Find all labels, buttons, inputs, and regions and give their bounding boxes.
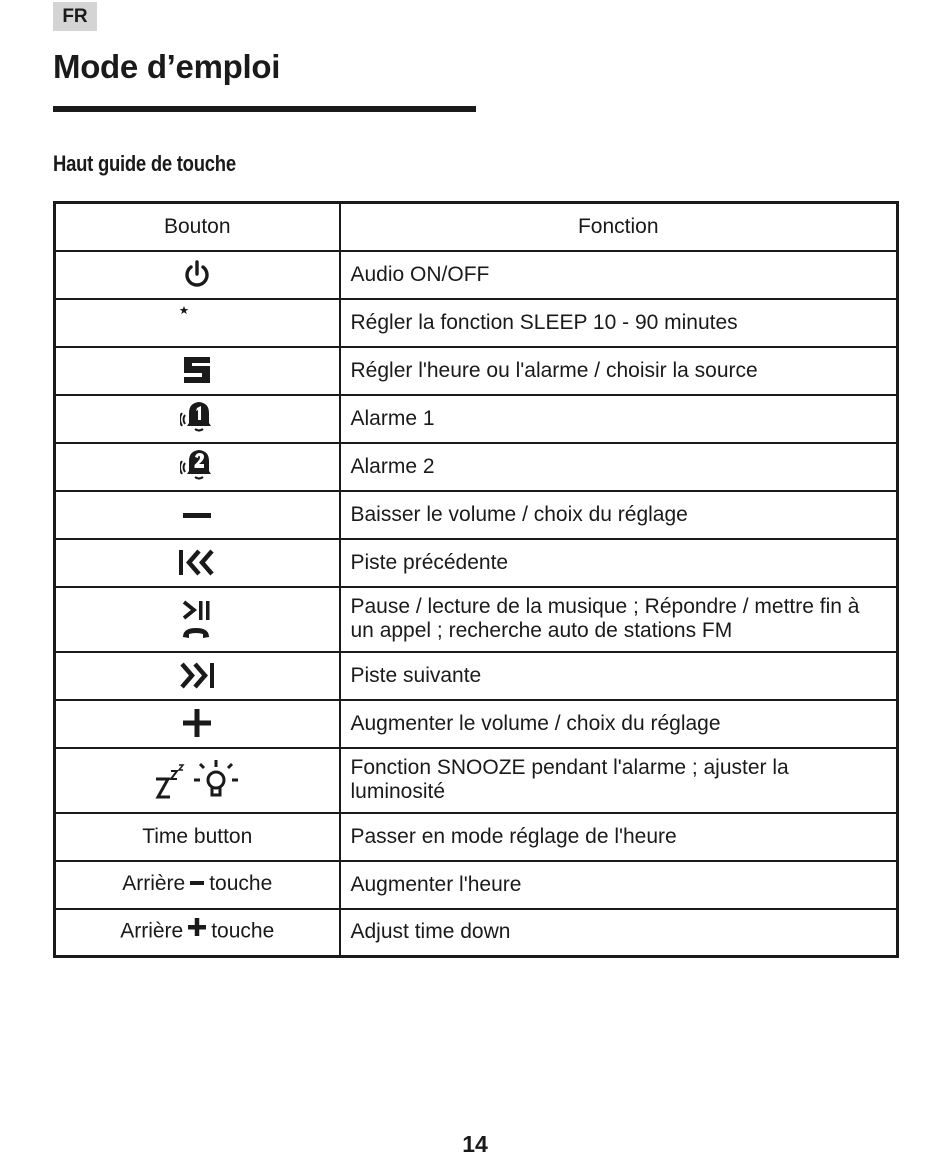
plus-icon [181,703,213,743]
table-row [55,299,898,347]
alarm-2-icon [180,445,214,485]
table-row [55,813,898,861]
function-text: Passer en mode réglage de l'heure [340,813,898,861]
table-header-row [55,203,898,251]
plus-icon [187,917,207,943]
alarm-1-icon [180,397,214,437]
table-row [55,539,898,587]
title-underline [53,106,476,112]
page-title: Mode d’emploi [53,48,281,85]
language-badge: FR [53,2,97,31]
function-text: Fonction SNOOZE pendant l'alarme ; ajuster la luminosité [340,748,898,813]
table-row [55,587,898,652]
function-text: Baisser le volume / choix du réglage [340,491,898,539]
function-text: Régler la fonction SLEEP 10 - 90 minutes [340,299,898,347]
play-pause-phone-icon [180,591,214,647]
table-row [55,491,898,539]
function-text: Augmenter l'heure [340,861,898,909]
power-icon [182,254,212,294]
table-row [55,251,898,299]
section-title: Haut guide de touche [53,151,236,176]
minus-icon [189,871,205,895]
minus-icon [182,495,212,535]
previous-track-icon [177,542,217,582]
function-text: Piste suivante [340,652,898,700]
page-number: 14 [462,1131,488,1157]
function-text: Régler l'heure ou l'alarme / choisir la source [340,347,898,395]
table-row [55,652,898,700]
table-row [55,909,898,957]
function-text: Alarme 1 [340,395,898,443]
table-row [55,395,898,443]
snooze-brightness-icon [154,752,240,808]
next-track-icon [177,655,217,695]
button-text-before: Arrière [122,872,186,896]
header-function: Fonction [340,203,898,251]
button-text: Time button [55,813,340,861]
function-text: Adjust time down [340,909,898,957]
button-text-after: touche [211,919,275,943]
function-text: Audio ON/OFF [340,251,898,299]
button-text-after: touche [209,872,273,896]
header-button: Bouton [55,203,340,251]
source-s-icon [181,350,213,390]
function-text: Piste précédente [340,539,898,587]
table-row [55,700,898,748]
sleep-moon-icon [179,301,215,341]
table-row [55,347,898,395]
table-row [55,748,898,813]
function-text: Augmenter le volume / choix du réglage [340,700,898,748]
button-guide-table [53,201,899,958]
button-text-before: Arrière [120,919,184,943]
table-row [55,443,898,491]
table-row [55,861,898,909]
function-text: Alarme 2 [340,443,898,491]
function-text: Pause / lecture de la musique ; Répondre / mettre fin à un appel ; recherche auto de stations FM [340,587,898,652]
